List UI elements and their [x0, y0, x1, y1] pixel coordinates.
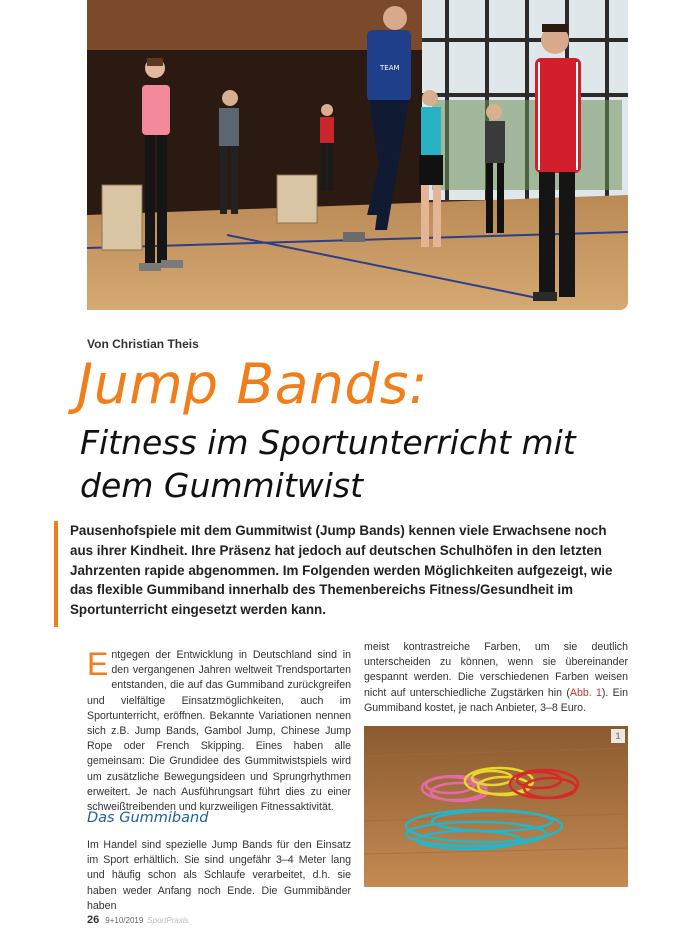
hero-photo: [87, 0, 628, 310]
body-column-right: [364, 640, 628, 716]
lead-accent-bar: [54, 521, 58, 627]
magazine-name: SportPraxis: [147, 916, 189, 925]
hero-shirt-text: TEAM: [380, 64, 400, 72]
body-column-left-section: [87, 838, 351, 914]
body-column-left: [87, 648, 351, 815]
lead-paragraph: Pausenhofspiele mit dem Gummitwist (Jump Bands) kennen viele Erwachsene noch aus ihrer Kindheit. Ihre Präsenz hat jedoch auf deutschen Schulhöfen in den letzten Jahrzenten rapide abgenommen. Im Folgenden werden Möglichkeiten aufgezeigt, wie das flexible Gummiband innerhalb des Themenbereichs Fitness/Gesundheit im Sportunterricht eingesetzt werden kann.: [70, 523, 613, 618]
intro-paragraph: ntgegen der Entwicklung in Deutschland sind in den vergangenen Jahren weltweit Trendsportarten entstanden, die auf das Gummiband zurückgreifen und vielfältige Einsatzmöglichkeiten, auch im Sportunterricht, eröffnen. Bekannte Variationen nennen sich z.B. Jump Bands, Gambol Jump, Chinese Jump Rope oder French Skipping. Eines haben alle gemeinsam: Die Grundidee des Gummitwistspiels wird um zusätzliche Bewegungsideen und Sprungrhythmen erweitert. Je nach Ausführungsart führt dies zu einer schweißtreibenden und kurzweiligen Fitnessaktivität.: [87, 649, 351, 814]
figure-reference-link[interactable]: Abb. 1: [569, 686, 602, 699]
issue-label: 9+10/2019: [105, 916, 144, 925]
right-paragraph-part-1: meist kontrastreiche Farben, um sie deutlich unterscheiden zu können, wenn sie übereinander gespannt werden. Die verschiedenen Farben weisen nicht auf unterschiedliche Zugstärken hin (: [364, 641, 628, 699]
page-footer: [87, 910, 189, 928]
drop-cap: E: [87, 646, 109, 682]
article-title: Jump Bands:: [77, 352, 428, 416]
section-heading: Das Gummiband: [87, 810, 209, 826]
figure-number-badge: 1: [611, 729, 625, 743]
page-number: 26: [87, 914, 100, 926]
article-subtitle: Fitness im Sportunterricht mit dem Gummitwist: [80, 423, 576, 505]
section-paragraph: Im Handel sind spezielle Jump Bands für den Einsatz im Sport erhältlich. Sie sind ungefähr 3–4 Meter lang und häufig schon als Schlaufe verarbeitet, d.h. sie haben weder Anfang noch Ende. Die Gummibänder haben: [87, 839, 351, 912]
author-byline: Von Christian Theis: [87, 337, 199, 351]
figure-1-jump-bands: [364, 726, 628, 887]
right-paragraph-part-2: ). Ein Gummiband kostet, je nach Anbieter, 3–8 Euro.: [364, 686, 628, 714]
hero-photo-illustration: [87, 0, 628, 310]
figure-1-illustration: [364, 726, 628, 887]
